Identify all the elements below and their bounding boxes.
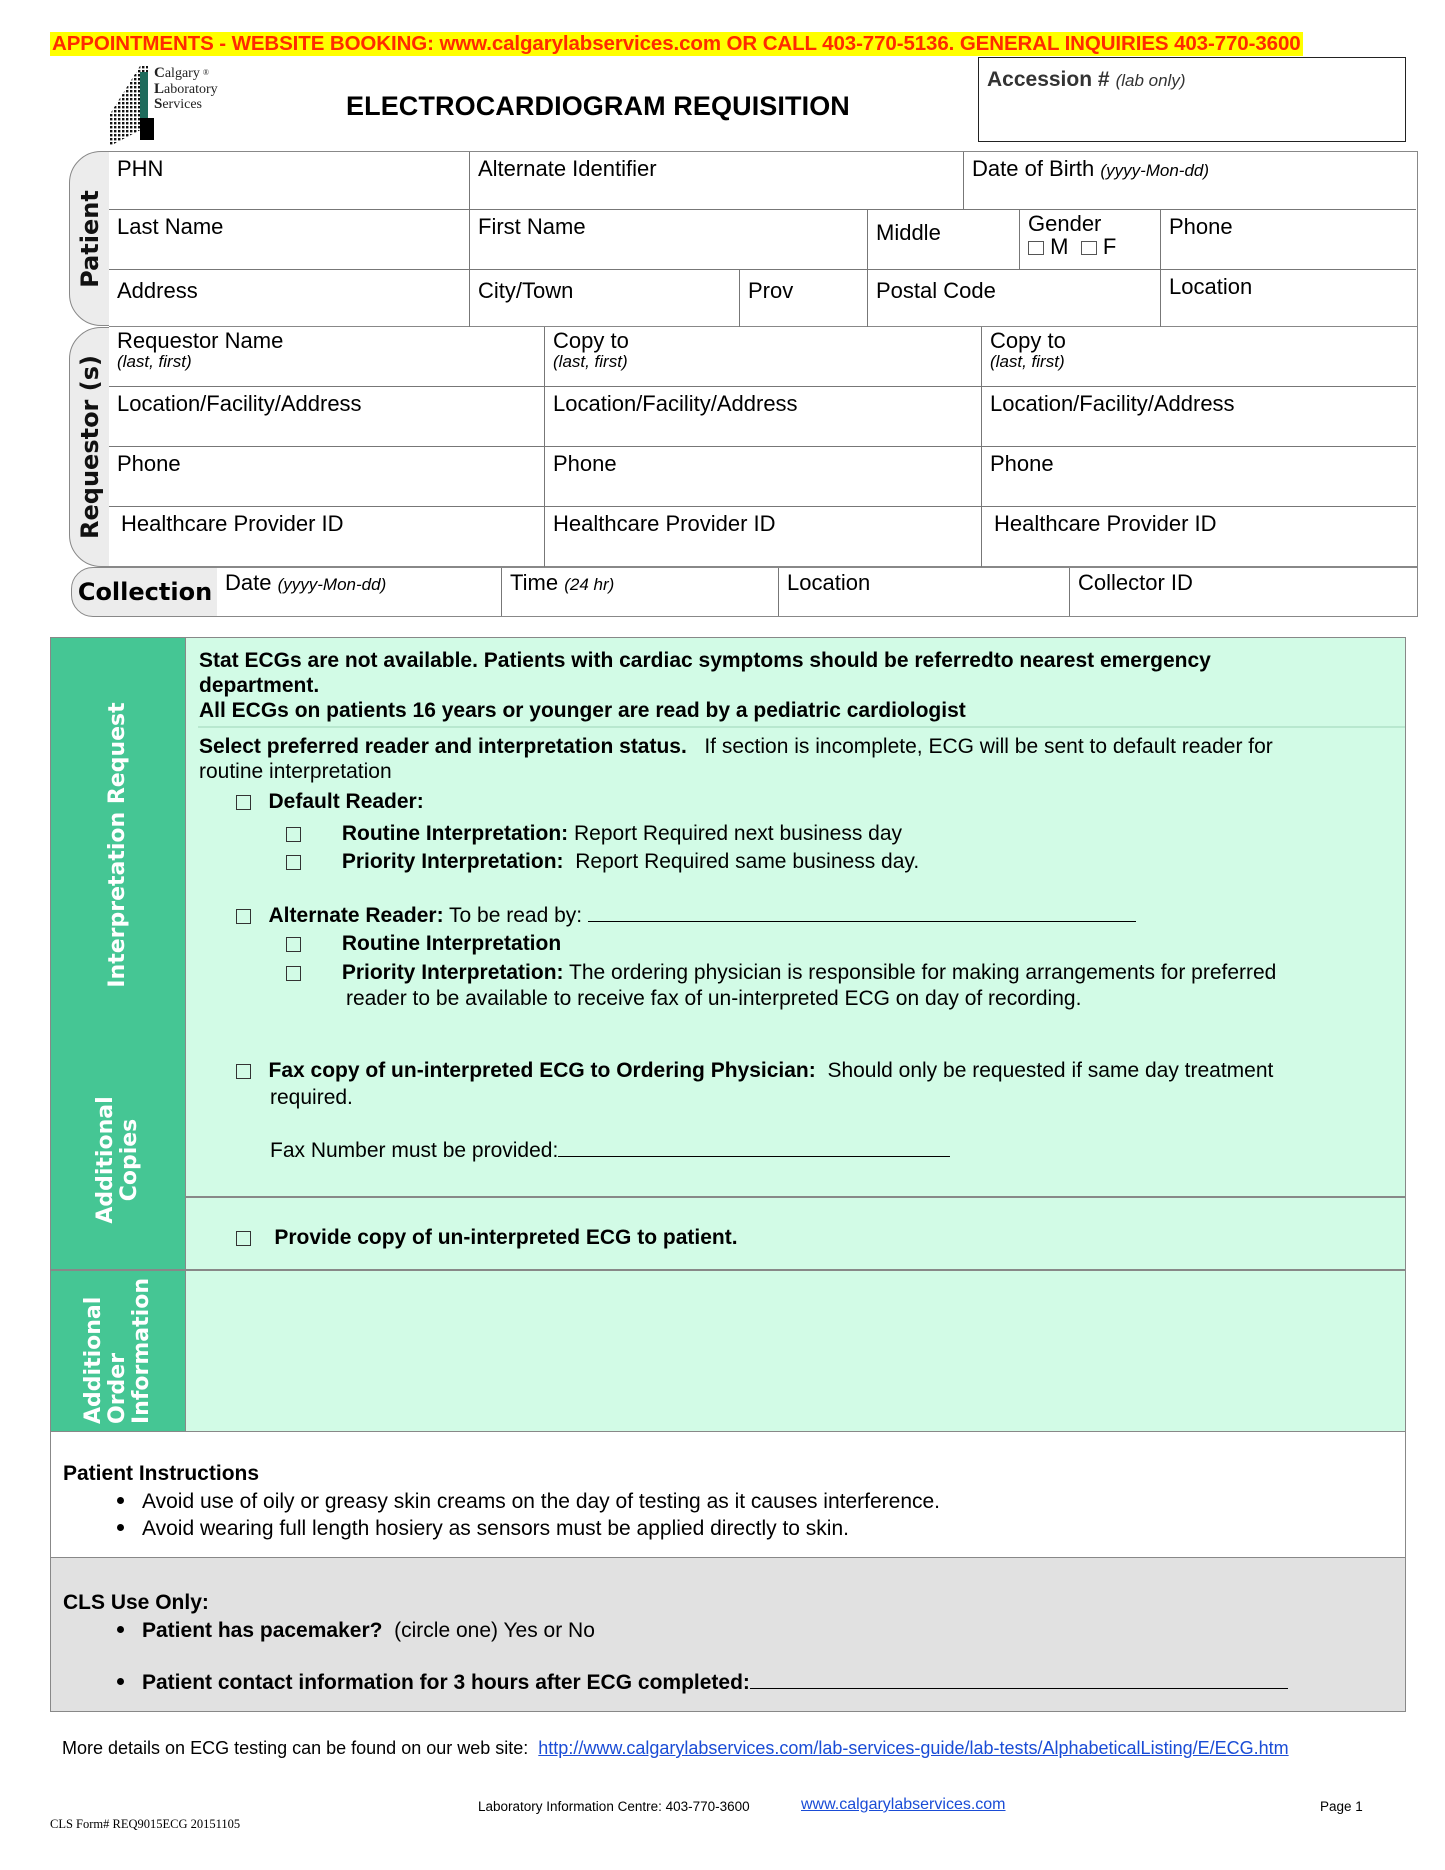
website-link[interactable]: www.calgarylabservices.com bbox=[801, 1796, 1006, 1813]
copy-to-2-provider-id-field[interactable] bbox=[982, 507, 1416, 567]
collection-tab-label: Collection bbox=[77, 578, 213, 606]
city-field[interactable] bbox=[470, 270, 740, 327]
patient-grid bbox=[109, 151, 1418, 327]
copy-to-2-location-field[interactable] bbox=[982, 387, 1416, 447]
requestor-phone-label: Phone bbox=[117, 451, 181, 476]
copy-to-2-phone-field[interactable] bbox=[982, 447, 1416, 507]
collection-date-field[interactable] bbox=[217, 568, 502, 616]
copy-to-1-hint: (last, first) bbox=[553, 352, 628, 371]
accession-field[interactable] bbox=[978, 57, 1406, 142]
alternate-reader-checkbox[interactable] bbox=[236, 909, 251, 924]
collector-id-label: Collector ID bbox=[1078, 570, 1193, 595]
postal-code-label: Postal Code bbox=[876, 278, 996, 303]
patient-section-tab bbox=[69, 151, 111, 326]
ecg-info-link[interactable]: http://www.calgarylabservices.com/lab-services-guide/lab-tests/AlphabeticalListing/E/ECG.htm bbox=[538, 1738, 1289, 1758]
copy-to-1-location-label: Location/Facility/Address bbox=[553, 391, 798, 416]
requestor-phone-field[interactable] bbox=[109, 447, 545, 507]
additional-copies-body bbox=[186, 1050, 1405, 1269]
collection-location-label: Location bbox=[787, 570, 871, 595]
additional-copies-tab-label: Additional Copies bbox=[93, 1095, 142, 1224]
alternate-identifier-field[interactable] bbox=[470, 152, 964, 210]
additional-order-input[interactable] bbox=[186, 1271, 1405, 1431]
default-reader-option[interactable]: Default Reader: bbox=[236, 789, 424, 814]
collection-grid bbox=[217, 567, 1418, 617]
copy-to-2-label: Copy to bbox=[990, 328, 1066, 353]
cls-use-heading: CLS Use Only: bbox=[63, 1591, 209, 1614]
appointments-banner: APPOINTMENTS - WEBSITE BOOKING: www.calgarylabservices.com OR CALL 403-770-5136. GENERAL INQUIRIES 403-770-3600 bbox=[52, 32, 1301, 55]
gender-label: Gender bbox=[1028, 211, 1102, 236]
more-details: More details on ECG testing can be found on our web site: http://www.calgarylabservices.com/lab-services-guide/lab-tests/AlphabeticalListing/E/ECG.htm bbox=[62, 1738, 1289, 1758]
patient-instructions-heading: Patient Instructions bbox=[63, 1462, 260, 1485]
alternate-identifier-label: Alternate Identifier bbox=[478, 156, 657, 181]
instruction-item: Avoid wearing full length hosiery as sensors must be applied directly to skin. bbox=[117, 1516, 849, 1541]
requestor-provider-id-field[interactable] bbox=[109, 507, 545, 567]
alternate-routine-option[interactable]: Routine Interpretation bbox=[286, 931, 561, 956]
patient-tab-label: Patient bbox=[76, 189, 104, 288]
default-routine-option[interactable]: Routine Interpretation: Report Required next business day bbox=[286, 821, 902, 846]
alternate-reader-option[interactable]: Alternate Reader: To be read by: bbox=[236, 903, 1136, 928]
copies-divider bbox=[186, 1196, 1405, 1198]
pediatric-notice: All ECGs on patients 16 years or younger are read by a pediatric cardiologist bbox=[199, 699, 966, 722]
default-reader-checkbox[interactable] bbox=[236, 795, 251, 810]
collection-time-field[interactable] bbox=[502, 568, 779, 616]
fax-number-field[interactable]: Fax Number must be provided: bbox=[270, 1138, 950, 1163]
notice-divider bbox=[198, 726, 1405, 728]
last-name-field[interactable] bbox=[109, 210, 470, 270]
address-label: Address bbox=[117, 278, 198, 303]
gender-m-checkbox[interactable] bbox=[1028, 241, 1044, 255]
additional-copies-tab bbox=[51, 1050, 186, 1269]
page-number: Page 1 bbox=[1320, 1799, 1363, 1814]
logo-text: Calgary ® Laboratory Services bbox=[154, 65, 218, 112]
additional-copies-section bbox=[50, 1050, 1406, 1270]
copy-to-1-name-field[interactable] bbox=[545, 327, 982, 387]
fax-copy-cont: required. bbox=[270, 1086, 353, 1109]
interpretation-tab bbox=[51, 638, 186, 1051]
bullet-icon bbox=[117, 1678, 124, 1685]
province-field[interactable] bbox=[740, 270, 868, 327]
alternate-priority-cont: reader to be available to receive fax of un-interpreted ECG on day of recording. bbox=[346, 987, 1082, 1010]
bullet-icon bbox=[117, 1524, 124, 1531]
requestor-location-field[interactable] bbox=[109, 387, 545, 447]
alternate-priority-option[interactable]: Priority Interpretation: The ordering physician is responsible for making arrangements for preferred bbox=[286, 960, 1276, 985]
middle-label: Middle bbox=[876, 220, 941, 245]
middle-name-field[interactable] bbox=[868, 210, 1020, 270]
additional-order-tab-label: Additional Order Information bbox=[81, 1278, 154, 1424]
interpretation-tab-label: Interpretation Request bbox=[105, 701, 130, 988]
pacemaker-question: Patient has pacemaker? (circle one) Yes or No bbox=[117, 1618, 595, 1643]
accession-note: (lab only) bbox=[1115, 71, 1186, 90]
default-priority-option[interactable]: Priority Interpretation: Report Required same business day. bbox=[286, 849, 919, 874]
additional-order-tab bbox=[51, 1271, 186, 1431]
phn-field[interactable] bbox=[109, 152, 470, 210]
copy-to-2-hint: (last, first) bbox=[990, 352, 1065, 371]
default-priority-checkbox[interactable] bbox=[286, 855, 301, 870]
first-name-field[interactable] bbox=[470, 210, 868, 270]
copy-to-1-phone-label: Phone bbox=[553, 451, 617, 476]
last-name-label: Last Name bbox=[117, 214, 224, 239]
patient-phone-label: Phone bbox=[1169, 214, 1233, 239]
collection-time-label: Time bbox=[510, 570, 559, 595]
dob-label: Date of Birth bbox=[972, 156, 1095, 181]
patient-location-field[interactable] bbox=[1161, 270, 1416, 327]
copy-to-2-phone-label: Phone bbox=[990, 451, 1054, 476]
dob-format-hint: (yyyy-Mon-dd) bbox=[1100, 161, 1210, 180]
copy-to-2-provider-id-label: Healthcare Provider ID bbox=[994, 511, 1217, 536]
phn-label: PHN bbox=[117, 156, 164, 181]
accession-label: Accession # bbox=[987, 68, 1110, 91]
requestor-section-tab bbox=[69, 327, 111, 567]
to-be-read-by-line[interactable] bbox=[588, 904, 1136, 922]
gender-f-checkbox[interactable] bbox=[1081, 241, 1097, 255]
postal-code-field[interactable] bbox=[868, 270, 1161, 327]
collection-section-tab bbox=[71, 567, 219, 617]
requestor-provider-id-label: Healthcare Provider ID bbox=[121, 511, 344, 536]
city-label: City/Town bbox=[478, 278, 574, 303]
interpretation-body bbox=[186, 638, 1405, 1051]
collection-location-field[interactable] bbox=[779, 568, 1070, 616]
requestor-name-field[interactable] bbox=[109, 327, 545, 387]
requestor-grid bbox=[109, 327, 1418, 567]
requestor-name-hint: (last, first) bbox=[117, 352, 192, 371]
patient-copy-option[interactable]: Provide copy of un-interpreted ECG to patient. bbox=[236, 1225, 738, 1250]
contact-info-field[interactable]: Patient contact information for 3 hours after ECG completed: bbox=[117, 1670, 1288, 1695]
fax-copy-checkbox[interactable] bbox=[236, 1064, 251, 1079]
fax-copy-option[interactable]: Fax copy of un-interpreted ECG to Ordering Physician: Should only be requested if same day treatment bbox=[236, 1058, 1273, 1083]
default-routine-checkbox[interactable] bbox=[286, 827, 301, 842]
collection-date-label: Date bbox=[225, 570, 272, 595]
stat-notice-cont: department. bbox=[199, 674, 320, 697]
copy-to-2-location-label: Location/Facility/Address bbox=[990, 391, 1235, 416]
logo-mark-icon bbox=[110, 66, 154, 146]
collection-time-hint: (24 hr) bbox=[564, 575, 615, 594]
alternate-priority-checkbox[interactable] bbox=[286, 966, 301, 981]
bullet-icon bbox=[117, 1497, 124, 1504]
first-name-label: First Name bbox=[478, 214, 586, 239]
select-instructions-cont: routine interpretation bbox=[199, 760, 392, 783]
interpretation-request-section bbox=[50, 637, 1406, 1052]
collection-date-hint: (yyyy-Mon-dd) bbox=[277, 575, 387, 594]
patient-phone-field[interactable] bbox=[1161, 210, 1416, 270]
address-field[interactable] bbox=[109, 270, 470, 327]
patient-copy-checkbox[interactable] bbox=[236, 1231, 251, 1246]
copy-to-1-location-field[interactable] bbox=[545, 387, 982, 447]
prov-label: Prov bbox=[748, 278, 794, 303]
collector-id-field[interactable] bbox=[1070, 568, 1416, 616]
requestor-name-label: Requestor Name bbox=[117, 328, 284, 353]
instruction-item: Avoid use of oily or greasy skin creams on the day of testing as it causes interference. bbox=[117, 1489, 940, 1514]
gender-field bbox=[1020, 210, 1161, 270]
copy-to-2-name-field[interactable] bbox=[982, 327, 1416, 387]
copy-to-1-provider-id-label: Healthcare Provider ID bbox=[553, 511, 776, 536]
patient-location-label: Location bbox=[1169, 274, 1253, 299]
stat-notice: Stat ECGs are not available. Patients with cardiac symptoms should be referredto nearest emergency bbox=[199, 649, 1211, 672]
fax-number-line[interactable] bbox=[558, 1139, 950, 1157]
copy-to-1-label: Copy to bbox=[553, 328, 629, 353]
cls-logo bbox=[110, 66, 230, 146]
requestor-location-label: Location/Facility/Address bbox=[117, 391, 362, 416]
copy-to-1-phone-field[interactable] bbox=[545, 447, 982, 507]
contact-info-line[interactable] bbox=[750, 1671, 1288, 1689]
gender-m-label: M bbox=[1050, 234, 1069, 259]
select-instructions: Select preferred reader and interpretation status. If section is incomplete, ECG will be sent to default reader for bbox=[199, 735, 1273, 758]
copy-to-1-provider-id-field[interactable] bbox=[545, 507, 982, 567]
alternate-routine-checkbox[interactable] bbox=[286, 937, 301, 952]
gender-f-label: F bbox=[1102, 234, 1117, 259]
page-title: ELECTROCARDIOGRAM REQUISITION bbox=[346, 91, 850, 121]
form-number: CLS Form# REQ9015ECG 20151105 bbox=[50, 1817, 241, 1831]
dob-field[interactable] bbox=[964, 152, 1416, 210]
info-centre: Laboratory Information Centre: 403-770-3600 bbox=[478, 1799, 750, 1814]
additional-order-section bbox=[50, 1270, 1406, 1432]
bullet-icon bbox=[117, 1626, 124, 1633]
cls-use-only-section bbox=[50, 1557, 1406, 1712]
requestor-tab-label: Requestor (s) bbox=[76, 355, 104, 539]
patient-instructions-section bbox=[50, 1432, 1406, 1557]
